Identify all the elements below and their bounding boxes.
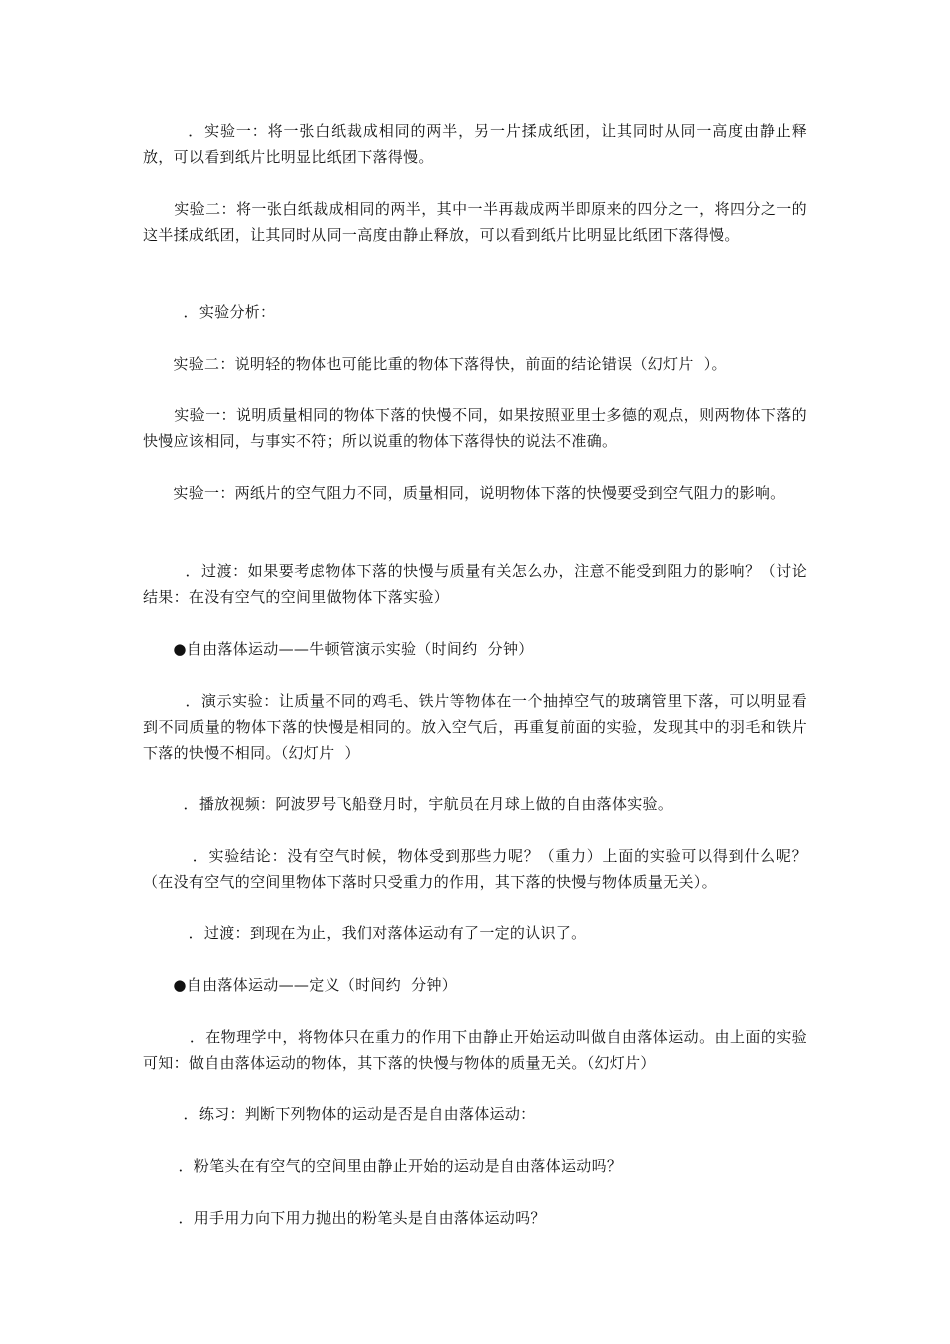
exercise-item-chalk-still: ．粉笔头在有空气的空间里由静止开始的运动是自由落体运动吗？: [143, 1157, 623, 1175]
paragraph-experiment-two: 实验二：将一张白纸裁成相同的两半，其中一半再裁成两半即原来的四分之一，将四分之一的这半揉成纸团，让其同时从同一高度由静止释放，可以看到纸片比明显比纸团下落得慢。: [143, 200, 807, 244]
paragraph-definition: ．在物理学中，将物体只在重力的作用下由静止开始运动叫做自由落体运动。由上面的实验可知：做自由落体运动的物体，其下落的快慢与物体的质量无关。（幻灯片）: [143, 1028, 807, 1072]
exercise-item-chalk-thrown: ．用手用力向下用力抛出的粉笔头是自由落体运动吗？: [143, 1209, 546, 1227]
section-heading-definition: ●自由落体运动——定义（时间约 分钟）: [143, 976, 458, 994]
paragraph-experiment-one: ．实验一：将一张白纸裁成相同的两半，另一片揉成纸团，让其同时从同一高度由静止释放，可以看到纸片比明显比纸团下落得慢。: [143, 122, 807, 166]
paragraph-conclusion: ．实验结论：没有空气时候，物体受到那些力呢？（重力）上面的实验可以得到什么呢？（在没有空气的空间里物体下落时只受重力的作用，其下落的快慢与物体质量无关）。: [143, 847, 807, 891]
paragraph-video: ．播放视频：阿波罗号飞船登月时，宇航员在月球上做的自由落体实验。: [143, 795, 674, 813]
paragraph-demonstration: ．演示实验：让质量不同的鸡毛、铁片等物体在一个抽掉空气的玻璃管里下落，可以明显看到不同质量的物体下落的快慢是相同的。放入空气后，再重复前面的实验，发现其中的羽毛和铁片下落的快慢不相同。（幻灯片 ）: [143, 692, 807, 762]
paragraph-transition: ．过渡：如果要考虑物体下落的快慢与质量有关怎么办，注意不能受到阻力的影响？（讨论结果：在没有空气的空间里做物体下落实验）: [143, 562, 807, 606]
paragraph-analysis-heading: ．实验分析：: [143, 303, 276, 321]
paragraph-analysis-one: 实验一：说明质量相同的物体下落的快慢不同，如果按照亚里士多德的观点，则两物体下落的快慢应该相同，与事实不符；所以说重的物体下落得快的说法不准确。: [143, 406, 807, 450]
section-heading-newton-tube: ●自由落体运动——牛顿管演示实验（时间约 分钟）: [143, 640, 534, 658]
paragraph-transition-two: ．过渡：到现在为止，我们对落体运动有了一定的认识了。: [143, 924, 587, 942]
paragraph-exercise: ．练习：判断下列物体的运动是否是自由落体运动：: [143, 1105, 536, 1123]
paragraph-analysis-one-air: 实验一：两纸片的空气阻力不同，质量相同，说明物体下落的快慢要受到空气阻力的影响。: [143, 484, 786, 502]
paragraph-analysis-two: 实验二：说明轻的物体也可能比重的物体下落得快，前面的结论错误（幻灯片 ）。: [143, 355, 727, 373]
